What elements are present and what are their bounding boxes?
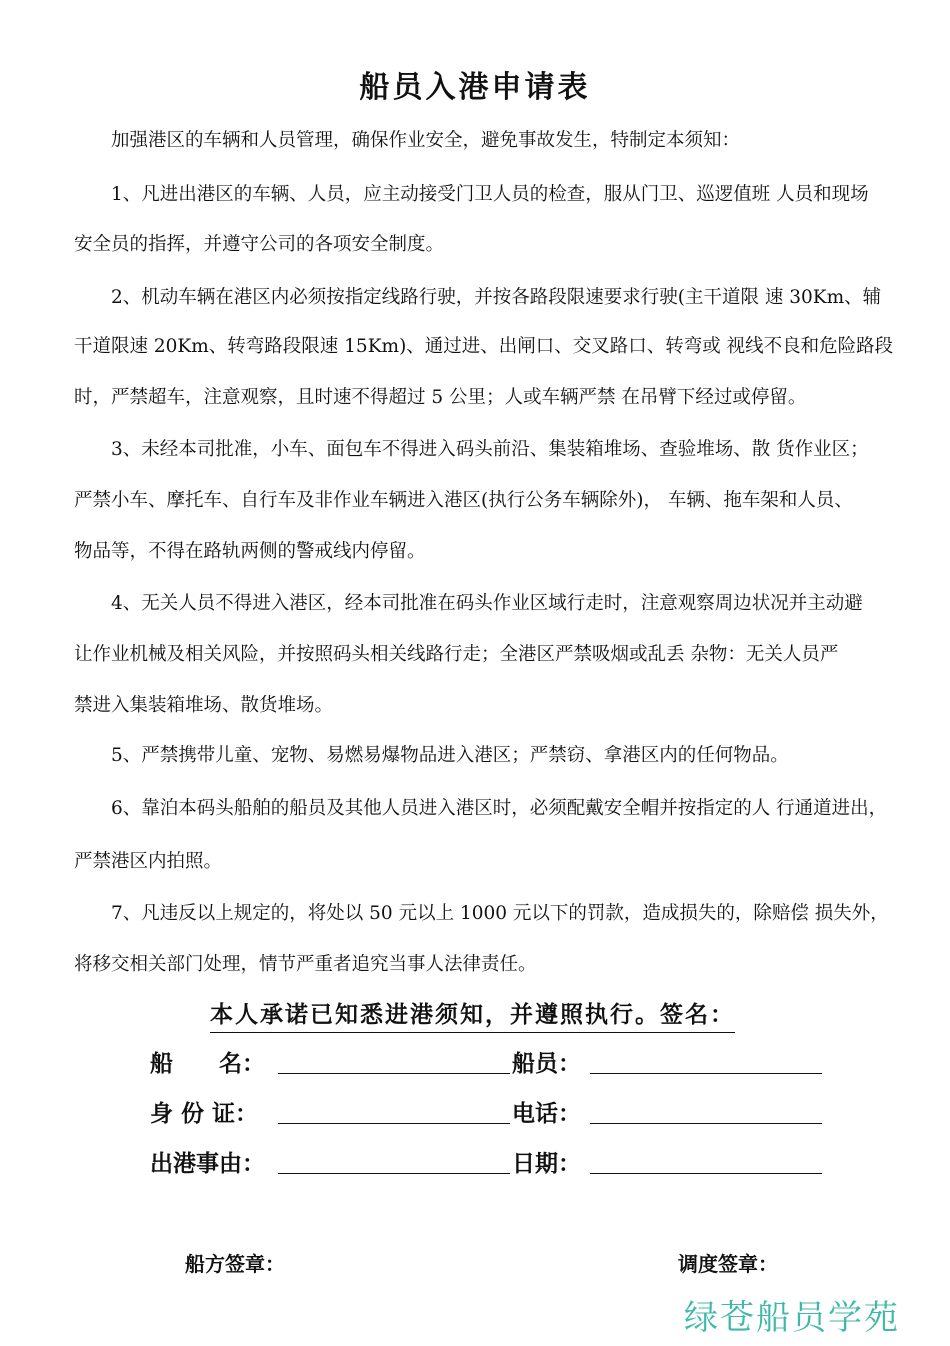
rule-2-line-1: 2、机动车辆在港区内必须按指定线路行驶，并按各路段限速要求行驶(主干道限 速 30Km、辅 xyxy=(111,287,882,308)
rule-5-line-1: 5、严禁携带儿童、宠物、易燃易爆物品进入港区；严禁窃、拿港区内的任何物品。 xyxy=(111,745,789,766)
rule-1-line-2: 安全员的指挥，并遵守公司的各项安全制度。 xyxy=(74,234,445,255)
ship-name-label: 船 名： xyxy=(150,1050,265,1077)
reason-label: 出港事由： xyxy=(150,1150,265,1177)
date-label: 日期： xyxy=(512,1150,581,1177)
rule-2-line-3: 时，严禁超车，注意观察，且时速不得超过 5 公里；人或车辆严禁 在吊臂下经过或停留。 xyxy=(74,387,807,408)
rule-1-line-1: 1、凡进出港区的车辆、人员，应主动接受门卫人员的检查，服从门卫、巡逻值班 人员和现场 xyxy=(111,184,869,205)
reason-field[interactable] xyxy=(278,1173,510,1174)
rule-3-line-1: 3、未经本司批准，小车、面包车不得进入码头前沿、集装箱堆场、查验堆场、散 货作业区； xyxy=(111,439,869,460)
page-title: 船员入港申请表 xyxy=(359,70,591,105)
id-card-label: 身 份 证： xyxy=(150,1100,259,1127)
phone-label: 电话： xyxy=(512,1100,581,1127)
rule-6-line-2: 严禁港区内拍照。 xyxy=(74,851,223,872)
rule-3-line-3: 物品等，不得在路轨两侧的警戒线内停留。 xyxy=(74,541,426,562)
rule-7-line-2: 将移交相关部门处理，情节严重者追究当事人法律责任。 xyxy=(74,954,537,975)
crew-field[interactable] xyxy=(590,1073,822,1074)
crew-label: 船员： xyxy=(512,1050,581,1077)
id-card-field[interactable] xyxy=(278,1123,510,1124)
phone-field[interactable] xyxy=(590,1123,822,1124)
rule-3-line-2: 严禁小车、摩托车、自行车及非作业车辆进入港区(执行公务车辆除外)， 车辆、拖车架和人员、 xyxy=(74,490,853,511)
rule-7-line-1: 7、凡违反以上规定的，将处以 50 元以上 1000 元以下的罚款，造成损失的，除赔偿 损失外， xyxy=(111,903,889,924)
dispatch-seal-label: 调度签章： xyxy=(678,1252,778,1276)
ship-seal-label: 船方签章： xyxy=(185,1252,285,1276)
intro-text: 加强港区的车辆和人员管理，确保作业安全，避免事故发生，特制定本须知： xyxy=(111,130,741,151)
rule-6-line-1: 6、靠泊本码头船舶的船员及其他人员进入港区时，必须配戴安全帽并按指定的人 行通道进出， xyxy=(111,798,888,819)
rule-4-line-3: 禁进入集装箱堆场、散货堆场。 xyxy=(74,695,334,716)
watermark: 绿苍船员学苑 xyxy=(684,1298,900,1338)
rule-4-line-1: 4、无关人员不得进入港区，经本司批准在码头作业区域行走时，注意观察周边状况并主动避 xyxy=(111,593,863,614)
rule-4-line-2: 让作业机械及相关风险，并按照码头相关线路行走；全港区严禁吸烟或乱丢 杂物：无关人员严 xyxy=(74,644,839,665)
pledge-statement: 本人承诺已知悉进港须知，并遵照执行。签名： xyxy=(210,996,735,1033)
date-field[interactable] xyxy=(590,1173,822,1174)
ship-name-field[interactable] xyxy=(278,1073,510,1074)
rule-2-line-2: 干道限速 20Km、转弯路段限速 15Km)、通过进、出闸口、交叉路口、转弯或 视线不良和危险路段 xyxy=(74,336,894,357)
